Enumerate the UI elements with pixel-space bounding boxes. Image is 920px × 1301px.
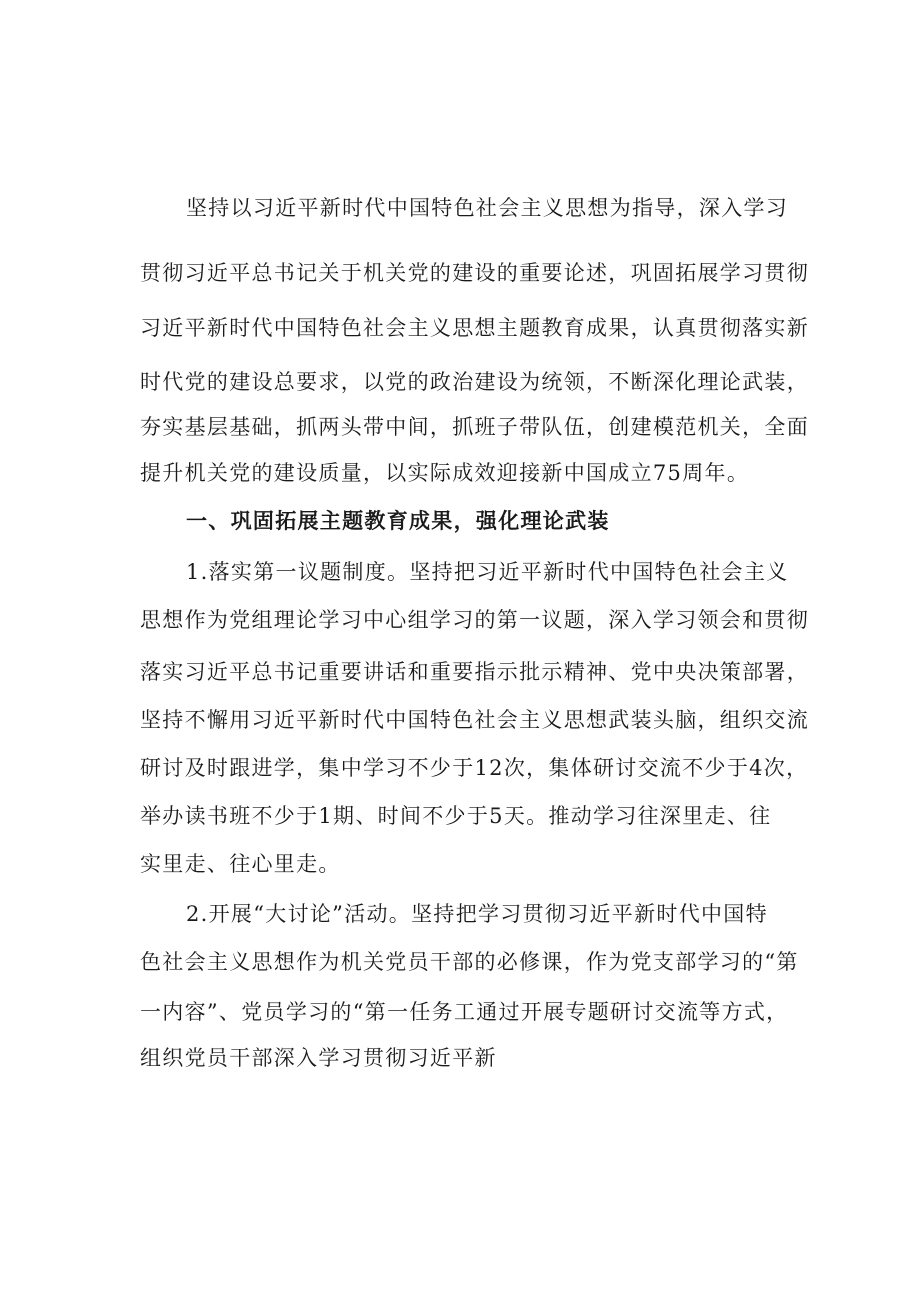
text-line: 习近平新时代中国特色社会主义思想主题教育成果，认真贯彻落实新 [140, 316, 809, 340]
text-line: 研讨及时跟进学，集中学习不少于12次，集体研讨交流不少于4次， [140, 756, 809, 780]
section-heading: 一、巩固拓展主题教育成果，强化理论武装 [186, 508, 610, 533]
text-line: 举办读书班不少于1期、时间不少于5天。推动学习往深里走、往 [140, 804, 772, 828]
text-line: 2.开展“大讨论”活动。坚持把学习贯彻习近平新时代中国特 [186, 902, 768, 926]
text-line: 提升机关党的建设质量，以实际成效迎接新中国成立75周年。 [140, 461, 750, 485]
text-line: 实里走、往心里走。 [140, 852, 341, 876]
text-line: 坚持以习近平新时代中国特色社会主义思想为指导，深入学习 [186, 196, 789, 220]
text-line: 时代党的建设总要求，以党的政治建设为统领，不断深化理论武装， [140, 370, 809, 394]
text-line: 一内容”、党员学习的“第一任务工通过开展专题研讨交流等方式， [140, 1000, 789, 1024]
text-line: 色社会主义思想作为机关党员干部的必修课，作为党支部学习的“第 [140, 950, 799, 974]
text-line: 组织党员干部深入学习贯彻习近平新 [140, 1046, 497, 1070]
text-line: 夯实基层基础，抓两头带中间，抓班子带队伍，创建模范机关，全面 [140, 415, 809, 439]
text-line: 贯彻习近平总书记关于机关党的建设的重要论述，巩固拓展学习贯彻 [140, 261, 809, 285]
text-line: 落实习近平总书记重要讲话和重要指示批示精神、党中央决策部署， [140, 660, 809, 684]
text-line: 1.落实第一议题制度。坚持把习近平新时代中国特色社会主义 [186, 560, 789, 584]
text-line: 坚持不懈用习近平新时代中国特色社会主义思想武装头脑，组织交流 [140, 708, 809, 732]
text-line: 思想作为党组理论学习中心组学习的第一议题，深入学习领会和贯彻 [140, 608, 809, 632]
